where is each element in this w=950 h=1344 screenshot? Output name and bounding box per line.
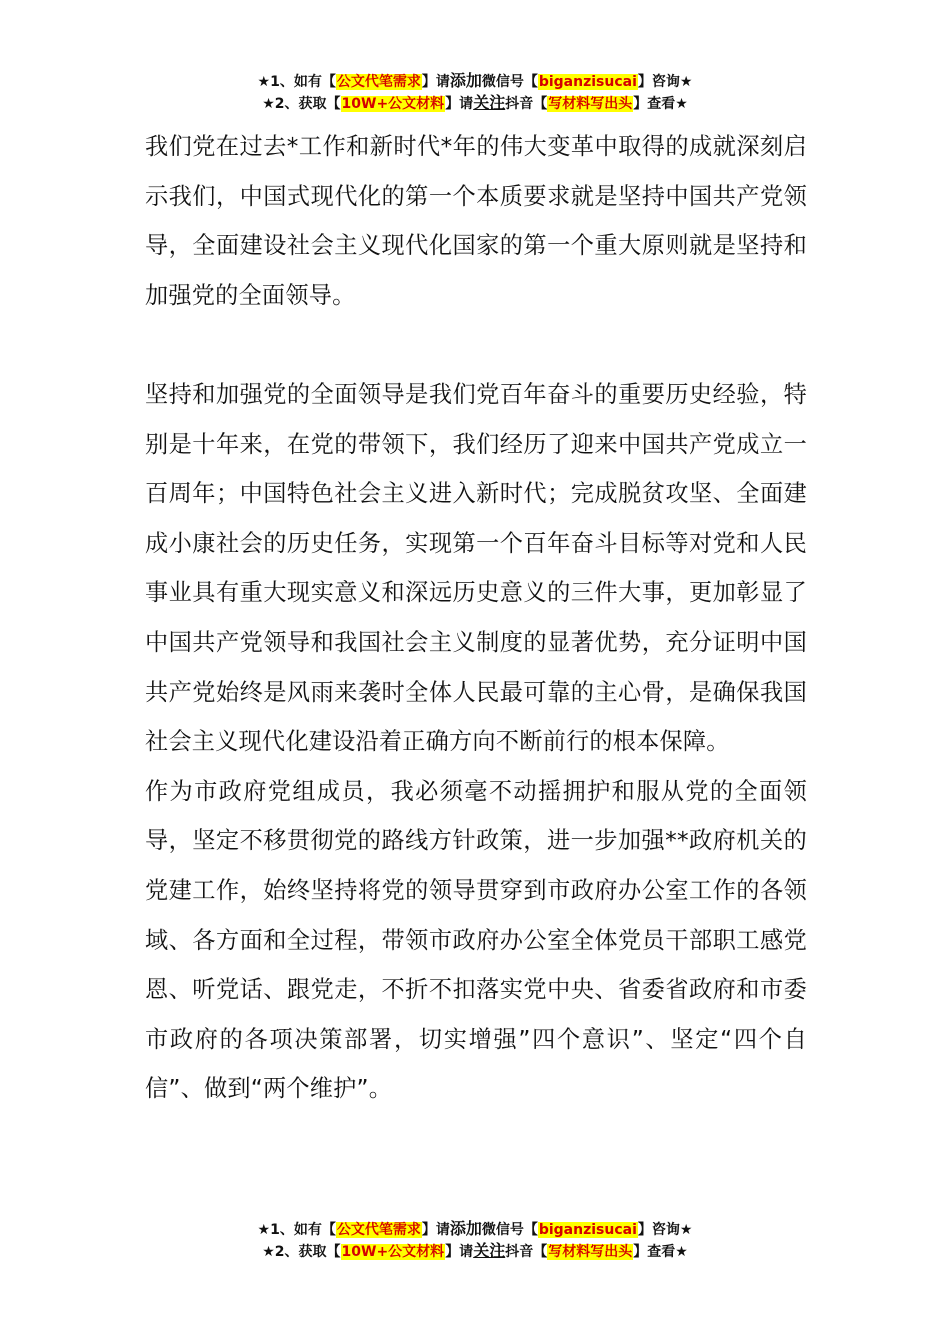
banner-line2-highlight-materials: 10W+公文材料 (341, 96, 445, 112)
banner-line2-mid1: 】请 (445, 96, 474, 112)
footer-banner (0, 1218, 950, 1262)
banner-line1-mid1: 】请 (421, 74, 450, 90)
banner-line1-prefix: ★1、如有【 (257, 74, 336, 90)
document-body (145, 122, 807, 1114)
footer-line1-mid2: 微信号【 (481, 1222, 538, 1238)
footer-banner-line-1 (0, 1218, 950, 1240)
banner-line2-mid2: 抖音【 (505, 96, 548, 112)
banner-line1-highlight-service: 公文代笔需求 (336, 74, 421, 90)
footer-line1-emphasis: 添加 (449, 1219, 482, 1238)
paragraph-2: 坚持和加强党的全面领导是我们党百年奋斗的重要历史经验，特别是十年来，在党的带领下，我们经历了迎来中国共产党成立一百周年；中国特色社会主义进入新时代；完成脱贫攻坚、全面建成小康社会的历史任务，实现第一个百年奋斗目标等对党和人民事业具有重大现实意义和深远历史意义的三件大事，更加彰显了中国共产党领导和我国社会主义制度的显著优势，充分证明中国共产党始终是风雨来袭时全体人民最可靠的主心骨，是确保我国社会主义现代化建设沿着正确方向不断前行的根本保障。 (145, 380, 807, 756)
footer-line1-highlight-service: 公文代笔需求 (336, 1222, 421, 1238)
banner-line2-prefix: ★2、获取【 (262, 96, 341, 112)
footer-line2-mid1: 】请 (445, 1244, 474, 1260)
footer-banner-line-2 (0, 1240, 950, 1262)
banner-line1-emphasis: 添加 (449, 71, 482, 90)
header-banner (0, 70, 950, 114)
banner-line-1 (0, 70, 950, 92)
banner-line1-suffix: 】咨询★ (637, 74, 693, 90)
banner-line1-mid2: 微信号【 (481, 74, 538, 90)
footer-line1-prefix: ★1、如有【 (257, 1222, 336, 1238)
footer-line2-suffix: 】查看★ (633, 1244, 688, 1260)
footer-line1-suffix: 】咨询★ (637, 1222, 693, 1238)
paragraph-3: 作为市政府党组成员，我必须毫不动摇拥护和服从党的全面领导，坚定不移贯彻党的路线方针政策，进一步加强**政府机关的党建工作，始终坚持将党的领导贯穿到市政府办公室工作的各领域、各方面和全过程，带领市政府办公室全体党员干部职工感党恩、听党话、跟党走，不折不扣落实党中央、省委省政府和市委市政府的各项决策部署，切实增强”四个意识”、坚定“四个自信”、做到“两个维护”。 (145, 777, 807, 1103)
footer-line2-highlight-materials: 10W+公文材料 (341, 1244, 445, 1260)
banner-line2-emphasis: 关注 (473, 93, 506, 112)
footer-line1-mid1: 】请 (421, 1222, 450, 1238)
banner-line1-highlight-wechat: biganzisucai (538, 74, 637, 90)
footer-line2-prefix: ★2、获取【 (262, 1244, 341, 1260)
footer-line1-highlight-wechat: biganzisucai (538, 1222, 637, 1238)
paragraph-1: 我们党在过去*工作和新时代*年的伟大变革中取得的成就深刻启示我们，中国式现代化的第一个本质要求就是坚持中国共产党领导，全面建设社会主义现代化国家的第一个重大原则就是坚持和加强党的全面领导。 (145, 133, 807, 309)
footer-line2-mid2: 抖音【 (505, 1244, 548, 1260)
banner-line-2 (0, 92, 950, 114)
banner-line2-suffix: 】查看★ (633, 96, 688, 112)
footer-line2-emphasis: 关注 (473, 1241, 506, 1260)
footer-line2-highlight-douyin: 写材料写出头 (548, 1244, 633, 1260)
banner-line2-highlight-douyin: 写材料写出头 (548, 96, 633, 112)
